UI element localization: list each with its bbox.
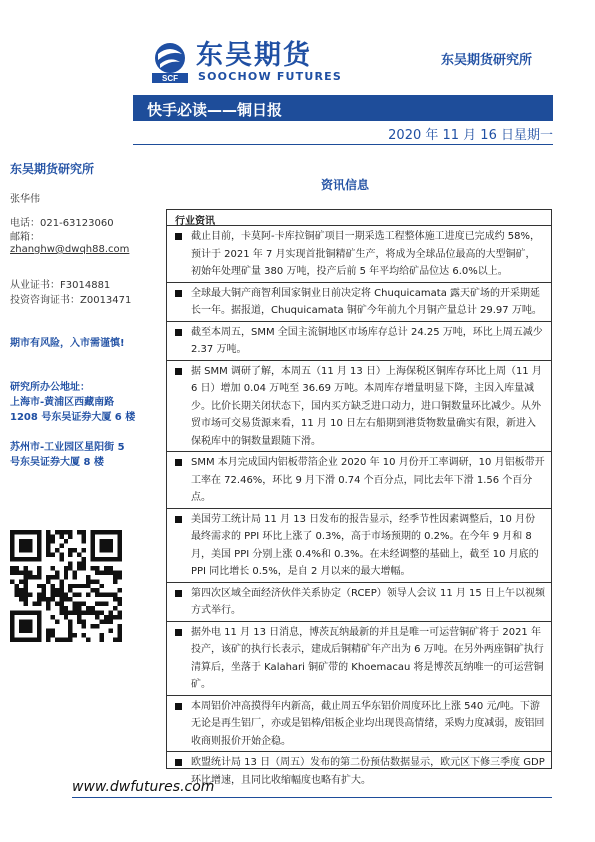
- news-item-text: SMM 本月完成国内铝板带箔企业 2020 年 10 月份开工率调研，10 月铝板带开工率在 72.46%，环比 9 月下滑 0.74 个百分点，同比去年下滑 1.56 个百分点。: [191, 457, 545, 503]
- practice-certificate: 从业证书：F3014881: [10, 280, 111, 291]
- logo-mark-text: SCF: [162, 74, 178, 83]
- sidebar-heading: 东吴期货研究所: [10, 162, 95, 176]
- footer-website-link[interactable]: www.dwfutures.com: [72, 779, 215, 795]
- bullet-icon: [175, 759, 182, 766]
- news-item: [167, 622, 551, 696]
- shanghai-address-line-1: 上海市-黄浦区西藏南路: [10, 397, 115, 408]
- bullet-icon: [175, 459, 182, 466]
- bullet-icon: [175, 629, 182, 636]
- office-address-label: 研究所办公地址：: [10, 382, 90, 393]
- bullet-icon: [175, 233, 182, 240]
- shanghai-address-line-2: 1208 号东吴证券大厦 6 楼: [10, 412, 136, 423]
- department-name: 东吴期货研究所: [441, 53, 533, 68]
- suzhou-address-line-1: 苏州市-工业园区星阳街 5: [10, 442, 125, 453]
- news-item-text: 截止目前，卡莫阿-卡库拉铜矿项目一期采选工程整体施工进度已完成约 58%，预计于 2021 年 7 月实现首批铜精矿生产，将成为全球品位最高的大型铜矿，初始年处理矿量 380 万吨，投产后前 5 年平均给矿品位达 6.0%以上。: [191, 231, 541, 277]
- risk-warning: 期市有风险，入市需谨慎!: [10, 338, 125, 349]
- news-item: [167, 509, 551, 583]
- bullet-icon: [175, 329, 182, 336]
- analyst-phone: 电话：021-63123060: [10, 218, 114, 229]
- table-header-label: 行业资讯: [175, 216, 215, 227]
- report-date: 2020 年 11 月 16 日星期一: [388, 128, 553, 143]
- table-header: [167, 210, 551, 226]
- news-item: [167, 583, 551, 622]
- company-name-en: SOOCHOW FUTURES: [198, 70, 343, 83]
- news-item-text: 据 SMM 调研了解，本周五（11 月 13 日）上海保税区铜库存环比上周（11 月 6 日）增加 0.04 万吨至 36.69 万吨。本周库存增量明显下降，主因入库量减少。比价长期关闭状态下，国内买方缺乏进口动力，进口铜数量环比减少。从外贸市场可交易货源来看，11 月 10 日左右船期到港货物数量确实有限，新进入保税库中的铜数量跟随下滑。: [191, 365, 542, 447]
- report-title: 快手必读——铜日报: [147, 101, 283, 119]
- company-logo-mark: [148, 40, 192, 84]
- news-item: [167, 696, 551, 753]
- analyst-email-link[interactable]: zhanghw@dwqh88.com: [10, 244, 130, 255]
- news-item: [167, 322, 551, 361]
- news-item-text: 第四次区域全面经济伙伴关系协定（RCEP）领导人会议 11 月 15 日上午以视频方式举行。: [191, 587, 545, 616]
- news-item: [167, 361, 551, 453]
- email-label: 邮箱：: [10, 232, 40, 243]
- analyst-name: 张华伟: [10, 194, 40, 205]
- bullet-icon: [175, 290, 182, 297]
- bullet-icon: [175, 516, 182, 523]
- news-item-text: 美国劳工统计局 11 月 13 日发布的报告显示，经季节性因素调整后，10 月份最终需求的 PPI 环比上涨了 0.3%，高于市场预期的 0.2%。在今年 9 月和 8 月，美国 PPI 分别上涨 0.4%和 0.3%。在未经调整的基础上，截至 10 月底的 PPI 同比增长 0.5%，是自 2 月以来的最大增幅。: [191, 513, 539, 577]
- suzhou-address-line-2: 号东吴证券大厦 8 楼: [10, 457, 104, 468]
- bullet-icon: [175, 703, 182, 710]
- company-name-cn: 东吴期货: [196, 40, 312, 71]
- news-item: [167, 452, 551, 509]
- news-item: [167, 752, 551, 791]
- news-item-text: 本周铝价冲高摸得年内新高，截止周五华东铝价周度环比上涨 540 元/吨。下游无论是再生铝厂，亦或是铝棒/铝板企业均出现畏高情绪，采购力度减弱，废铝回收商则报价开始企稳。: [191, 700, 545, 747]
- news-item-text: 欧盟统计局 13 日（周五）发布的第二份预估数据显示，欧元区下修三季度 GDP 环比增速，且同比收缩幅度也略有扩大。: [191, 757, 545, 786]
- section-title: 资讯信息: [321, 178, 370, 192]
- footer-divider: [72, 797, 552, 798]
- qr-code-icon: [10, 530, 122, 642]
- news-item-text: 截至本周五，SMM 全国主流铜地区市场库存总计 24.25 万吨，环比上周五减少 2.37 万吨。: [191, 326, 543, 355]
- news-item: [167, 226, 551, 283]
- news-item-text: 全球最大铜产商智利国家铜业日前决定将 Chuquicamata 露天矿场的开采期延长一年。据报道，Chuquicamata 铜矿今年前九个月铜产量总计 29.97 万吨。: [191, 287, 542, 316]
- bullet-icon: [175, 590, 182, 597]
- industry-news-table: [166, 209, 552, 786]
- bullet-icon: [175, 368, 182, 375]
- advisory-certificate: 投资咨询证书：Z0013471: [10, 295, 132, 306]
- news-item-text: 据外电 11 月 13 日消息，博茨瓦纳最新的并且是唯一可运营铜矿将于 2021 年投产，该矿的执行长表示，建成后铜精矿年产出为 6 万吨。在另外两座铜矿执行清算后，坐落于 Kalahari 铜矿带的 Khoemacau 将是博茨瓦纳唯一的可运营铜矿。: [191, 626, 544, 690]
- news-item: [167, 283, 551, 322]
